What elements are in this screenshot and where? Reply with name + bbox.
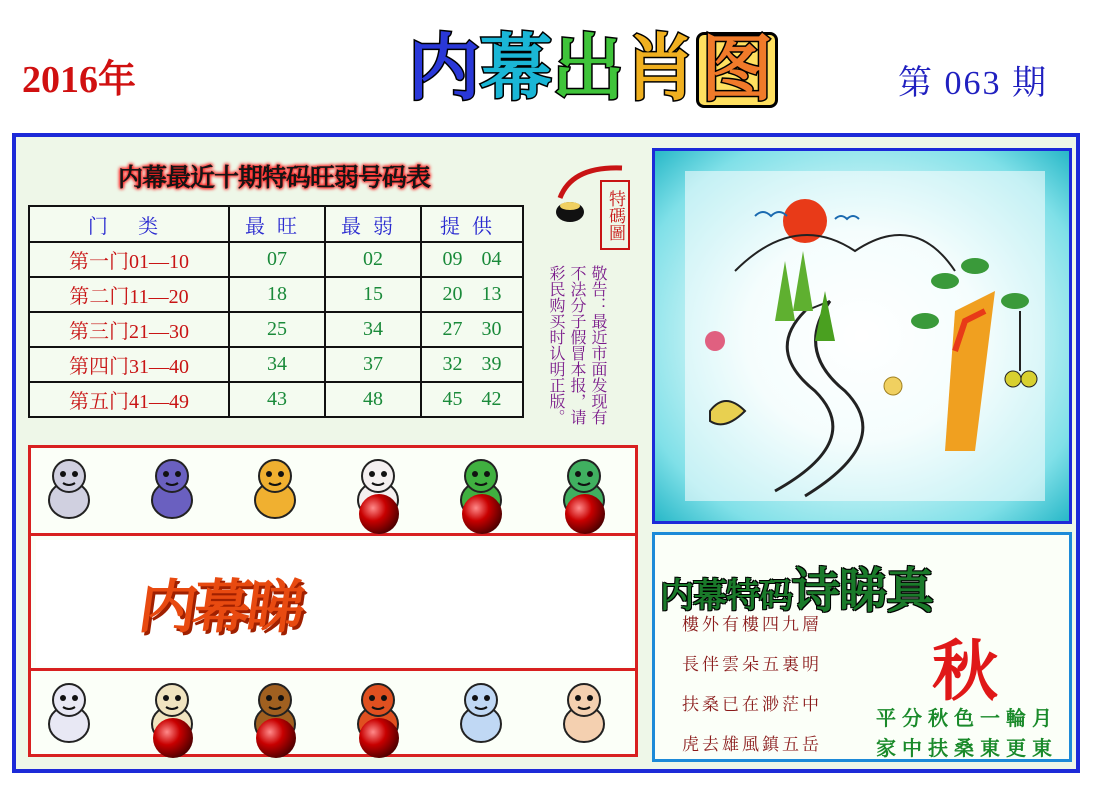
- poem-title-small: 内幕特码: [660, 576, 792, 616]
- row-cold: 34: [325, 312, 421, 347]
- row-offer: 45 42: [421, 382, 523, 417]
- horse-icon: [38, 676, 100, 746]
- marker-ball: [153, 718, 193, 758]
- row-label: 第三门21—30: [29, 312, 229, 347]
- table-title: 内幕最近十期特码旺弱号码表: [118, 163, 431, 192]
- year-label: 2016年: [22, 59, 137, 101]
- riddle-picture: [652, 148, 1072, 524]
- marker-ball: [256, 718, 296, 758]
- logo-char-4: 肖: [624, 26, 697, 110]
- dog-icon: [450, 676, 512, 746]
- table-row: [29, 312, 523, 347]
- poem-title-big: 诗睇真: [792, 563, 934, 619]
- logo-char-2: 幕: [480, 26, 553, 110]
- pig-icon: [553, 676, 615, 746]
- marker-ball: [462, 494, 502, 534]
- issue-number: 第 063 期: [898, 65, 1048, 102]
- row-cold: 15: [325, 277, 421, 312]
- row-label: 第一门01—10: [29, 242, 229, 277]
- logo-char-5: 图: [696, 32, 778, 108]
- table-row: [29, 277, 523, 312]
- marker-ball: [565, 494, 605, 534]
- header-offer: 提供: [421, 206, 523, 242]
- landscape-illustration-icon: [655, 151, 1069, 521]
- poem-line-2: 長伴雲朵五裏明: [682, 655, 822, 675]
- logo-char-1: 内: [408, 26, 481, 110]
- zodiac-banner: 内幕睇: [134, 573, 307, 641]
- poem-hint-2: 家中扶桑東更東: [876, 736, 1058, 760]
- row-hot: 25: [229, 312, 325, 347]
- zodiac-center-panel: [36, 540, 632, 666]
- table-row: [29, 242, 523, 277]
- row-label: 第二门11—20: [29, 277, 229, 312]
- header-hot: 最旺: [229, 206, 325, 242]
- rat-icon: [38, 452, 100, 522]
- row-offer: 32 39: [421, 347, 523, 382]
- row-hot: 18: [229, 277, 325, 312]
- table-row: [29, 347, 523, 382]
- row-cold: 37: [325, 347, 421, 382]
- row-offer: 09 04: [421, 242, 523, 277]
- row-cold: 02: [325, 242, 421, 277]
- poem-keyword: 秋: [932, 632, 998, 710]
- poem-line-4: 虎去雄風鎮五岳: [682, 735, 822, 755]
- header-category: 门 类: [29, 206, 229, 242]
- marker-ball: [359, 494, 399, 534]
- row-hot: 43: [229, 382, 325, 417]
- poem-hint-1: 平分秋色一輪月: [876, 706, 1058, 730]
- table-row: [29, 382, 523, 417]
- header-cold: 最弱: [325, 206, 421, 242]
- masthead-logo: [408, 26, 778, 111]
- tiger-icon: [244, 452, 306, 522]
- poem-line-1: 樓外有樓四九層: [682, 615, 822, 635]
- row-hot: 07: [229, 242, 325, 277]
- zodiac-divider-top: [28, 533, 638, 536]
- notice-text: 敬告：最近市面发现有不法分子假冒本报，请彩民购买时认明正版。: [547, 265, 608, 425]
- poem-line-3: 扶桑已在渺茫中: [682, 695, 822, 715]
- marker-ball: [359, 718, 399, 758]
- logo-char-3: 出: [552, 26, 625, 110]
- row-cold: 48: [325, 382, 421, 417]
- zodiac-divider-bottom: [28, 668, 638, 671]
- row-hot: 34: [229, 347, 325, 382]
- table-header-row: [29, 206, 523, 242]
- row-label: 第四门31—40: [29, 347, 229, 382]
- row-offer: 27 30: [421, 312, 523, 347]
- seal-text: 特碼圖: [600, 180, 630, 250]
- ox-icon: [141, 452, 203, 522]
- row-label: 第五门41—49: [29, 382, 229, 417]
- row-offer: 20 13: [421, 277, 523, 312]
- number-table: [28, 205, 524, 418]
